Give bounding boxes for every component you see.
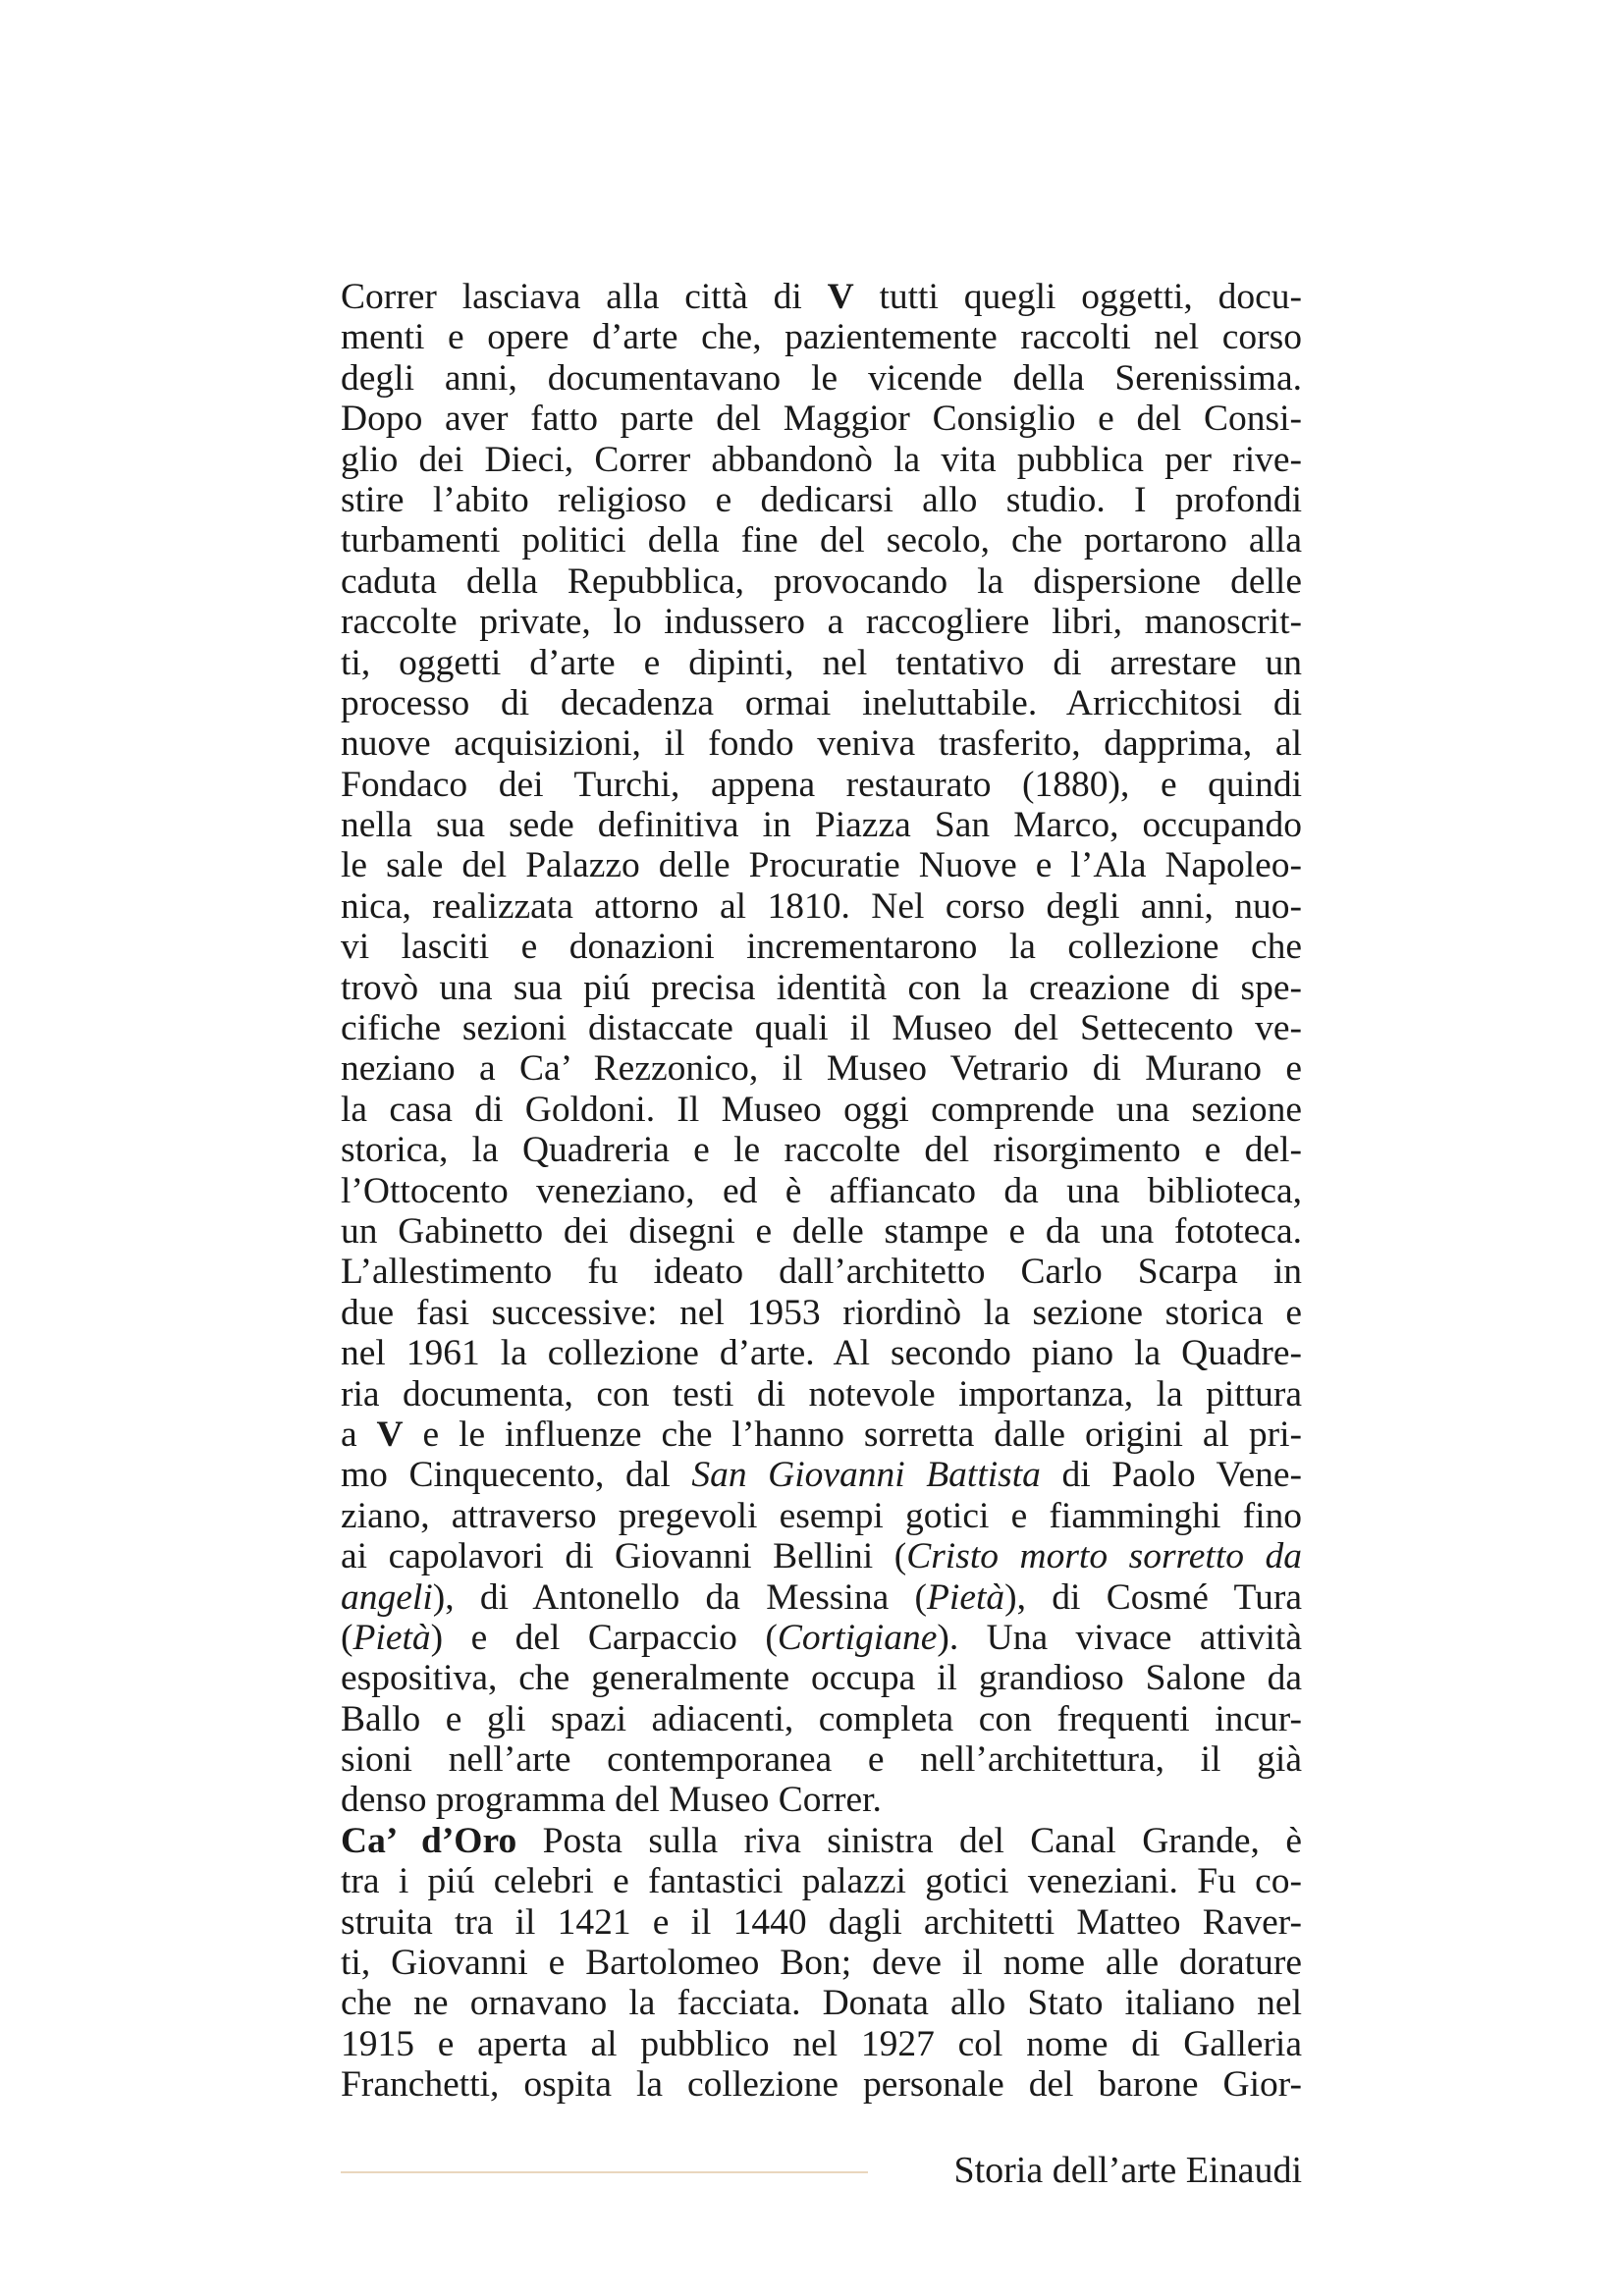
text-line: a V e le influenze che l’hanno sorretta dalle origini al pri- xyxy=(341,1414,1302,1455)
text-line: (Pietà) e del Carpaccio (Cortigiane). Una vivace attività xyxy=(341,1617,1302,1658)
text-line: turbamenti politici della fine del secolo, che portarono alla xyxy=(341,520,1302,561)
text-line: Correr lasciava alla città di V tutti quegli oggetti, docu- xyxy=(341,277,1302,317)
text-line: L’allestimento fu ideato dall’architetto Carlo Scarpa in xyxy=(341,1252,1302,1293)
text-line: denso programma del Museo Correr. xyxy=(341,1780,882,1821)
text-line: ziano, attraverso pregevoli esempi gotici e fiamminghi fino xyxy=(341,1495,1302,1536)
artwork-title: Pietà xyxy=(927,1576,1005,1618)
text-line: cifiche sezioni distaccate quali il Museo del Settecento ve- xyxy=(341,1008,1302,1049)
text-line: raccolte private, lo indussero a raccogliere libri, manoscrit- xyxy=(341,602,1302,643)
text-line: Franchetti, ospita la collezione personale del barone Gior- xyxy=(341,2064,1302,2106)
text-line: caduta della Repubblica, provocando la dispersione delle xyxy=(341,561,1302,602)
venezia-abbrev: V xyxy=(376,1414,404,1455)
text-line: Ca’ d’Oro Posta sulla riva sinistra del Canal Grande, è xyxy=(341,1820,1302,1861)
text-line: mo Cinquecento, dal San Giovanni Battista di Paolo Vene- xyxy=(341,1455,1302,1496)
text-line: ai capolavori di Giovanni Bellini (Cristo morto sorretto da xyxy=(341,1536,1302,1577)
text-line: un Gabinetto dei disegni e delle stampe e da una fototeca. xyxy=(341,1210,1302,1252)
footer-rule xyxy=(341,2171,868,2173)
entry-heading: Ca’ d’Oro xyxy=(341,1820,517,1861)
text-line: degli anni, documentavano le vicende della Serenissima. xyxy=(341,357,1302,399)
text-line: menti e opere d’arte che, pazientemente raccolti nel corso xyxy=(341,317,1302,358)
text-line: tra i piú celebri e fantastici palazzi gotici veneziani. Fu co- xyxy=(341,1861,1302,1902)
text-line: ria documenta, con testi di notevole importanza, la pittura xyxy=(341,1373,1302,1415)
text-line: processo di decadenza ormai ineluttabile. Arricchitosi di xyxy=(341,682,1302,723)
text-line: nel 1961 la collezione d’arte. Al secondo piano la Quadre- xyxy=(341,1333,1302,1374)
text-line: ti, oggetti d’arte e dipinti, nel tentativo di arrestare un xyxy=(341,642,1302,683)
text-line: nica, realizzata attorno al 1810. Nel corso degli anni, nuo- xyxy=(341,885,1302,927)
text-line: nuove acquisizioni, il fondo veniva trasferito, dapprima, al xyxy=(341,723,1302,765)
text-line: Dopo aver fatto parte del Maggior Consiglio e del Consi- xyxy=(341,399,1302,440)
text-line: storica, la Quadreria e le raccolte del risorgimento e del- xyxy=(341,1130,1302,1171)
text-line: Ballo e gli spazi adiacenti, completa con frequenti incur- xyxy=(341,1698,1302,1739)
text-line: 1915 e aperta al pubblico nel 1927 col nome di Galleria xyxy=(341,2023,1302,2064)
artwork-title: Cortigiane xyxy=(777,1617,938,1658)
text-line: la casa di Goldoni. Il Museo oggi comprende una sezione xyxy=(341,1089,1302,1130)
text-line: vi lasciti e donazioni incrementarono la collezione che xyxy=(341,927,1302,968)
text-line: espositiva, che generalmente occupa il grandioso Salone da xyxy=(341,1658,1302,1699)
artwork-title: San Giovanni Battista xyxy=(691,1455,1041,1496)
text-line: le sale del Palazzo delle Procuratie Nuove e l’Ala Napoleo- xyxy=(341,845,1302,886)
artwork-title: Pietà xyxy=(352,1617,431,1658)
text-line: ti, Giovanni e Bartolomeo Bon; deve il nome alle dorature xyxy=(341,1943,1302,1984)
text-line: che ne ornavano la facciata. Donata allo Stato italiano nel xyxy=(341,1983,1302,2024)
artwork-title: Cristo morto sorretto da xyxy=(906,1536,1302,1577)
text-line: l’Ottocento veneziano, ed è affiancato da una biblioteca, xyxy=(341,1170,1302,1211)
text-line: nella sua sede definitiva in Piazza San Marco, occupando xyxy=(341,805,1302,846)
text-line: struita tra il 1421 e il 1440 dagli architetti Matteo Raver- xyxy=(341,1901,1302,1943)
text-line: glio dei Dieci, Correr abbandonò la vita pubblica per rive- xyxy=(341,439,1302,480)
footer-title: Storia dell’arte Einaudi xyxy=(953,2150,1302,2191)
text-line: stire l’abito religioso e dedicarsi allo studio. I profondi xyxy=(341,479,1302,520)
text-line: due fasi successive: nel 1953 riordinò la sezione storica e xyxy=(341,1292,1302,1333)
text-line: neziano a Ca’ Rezzonico, il Museo Vetrario di Murano e xyxy=(341,1048,1302,1090)
body-text xyxy=(341,277,1302,2106)
text-line: sioni nell’arte contemporanea e nell’architettura, il già xyxy=(341,1739,1302,1781)
text-line: angeli), di Antonello da Messina (Pietà), di Cosmé Tura xyxy=(341,1576,1303,1618)
artwork-title: angeli xyxy=(341,1576,433,1618)
text-line: Fondaco dei Turchi, appena restaurato (1880), e quindi xyxy=(341,764,1302,805)
text-line: trovò una sua piú precisa identità con la creazione di spe- xyxy=(341,967,1302,1008)
venezia-abbrev: V xyxy=(827,277,854,317)
